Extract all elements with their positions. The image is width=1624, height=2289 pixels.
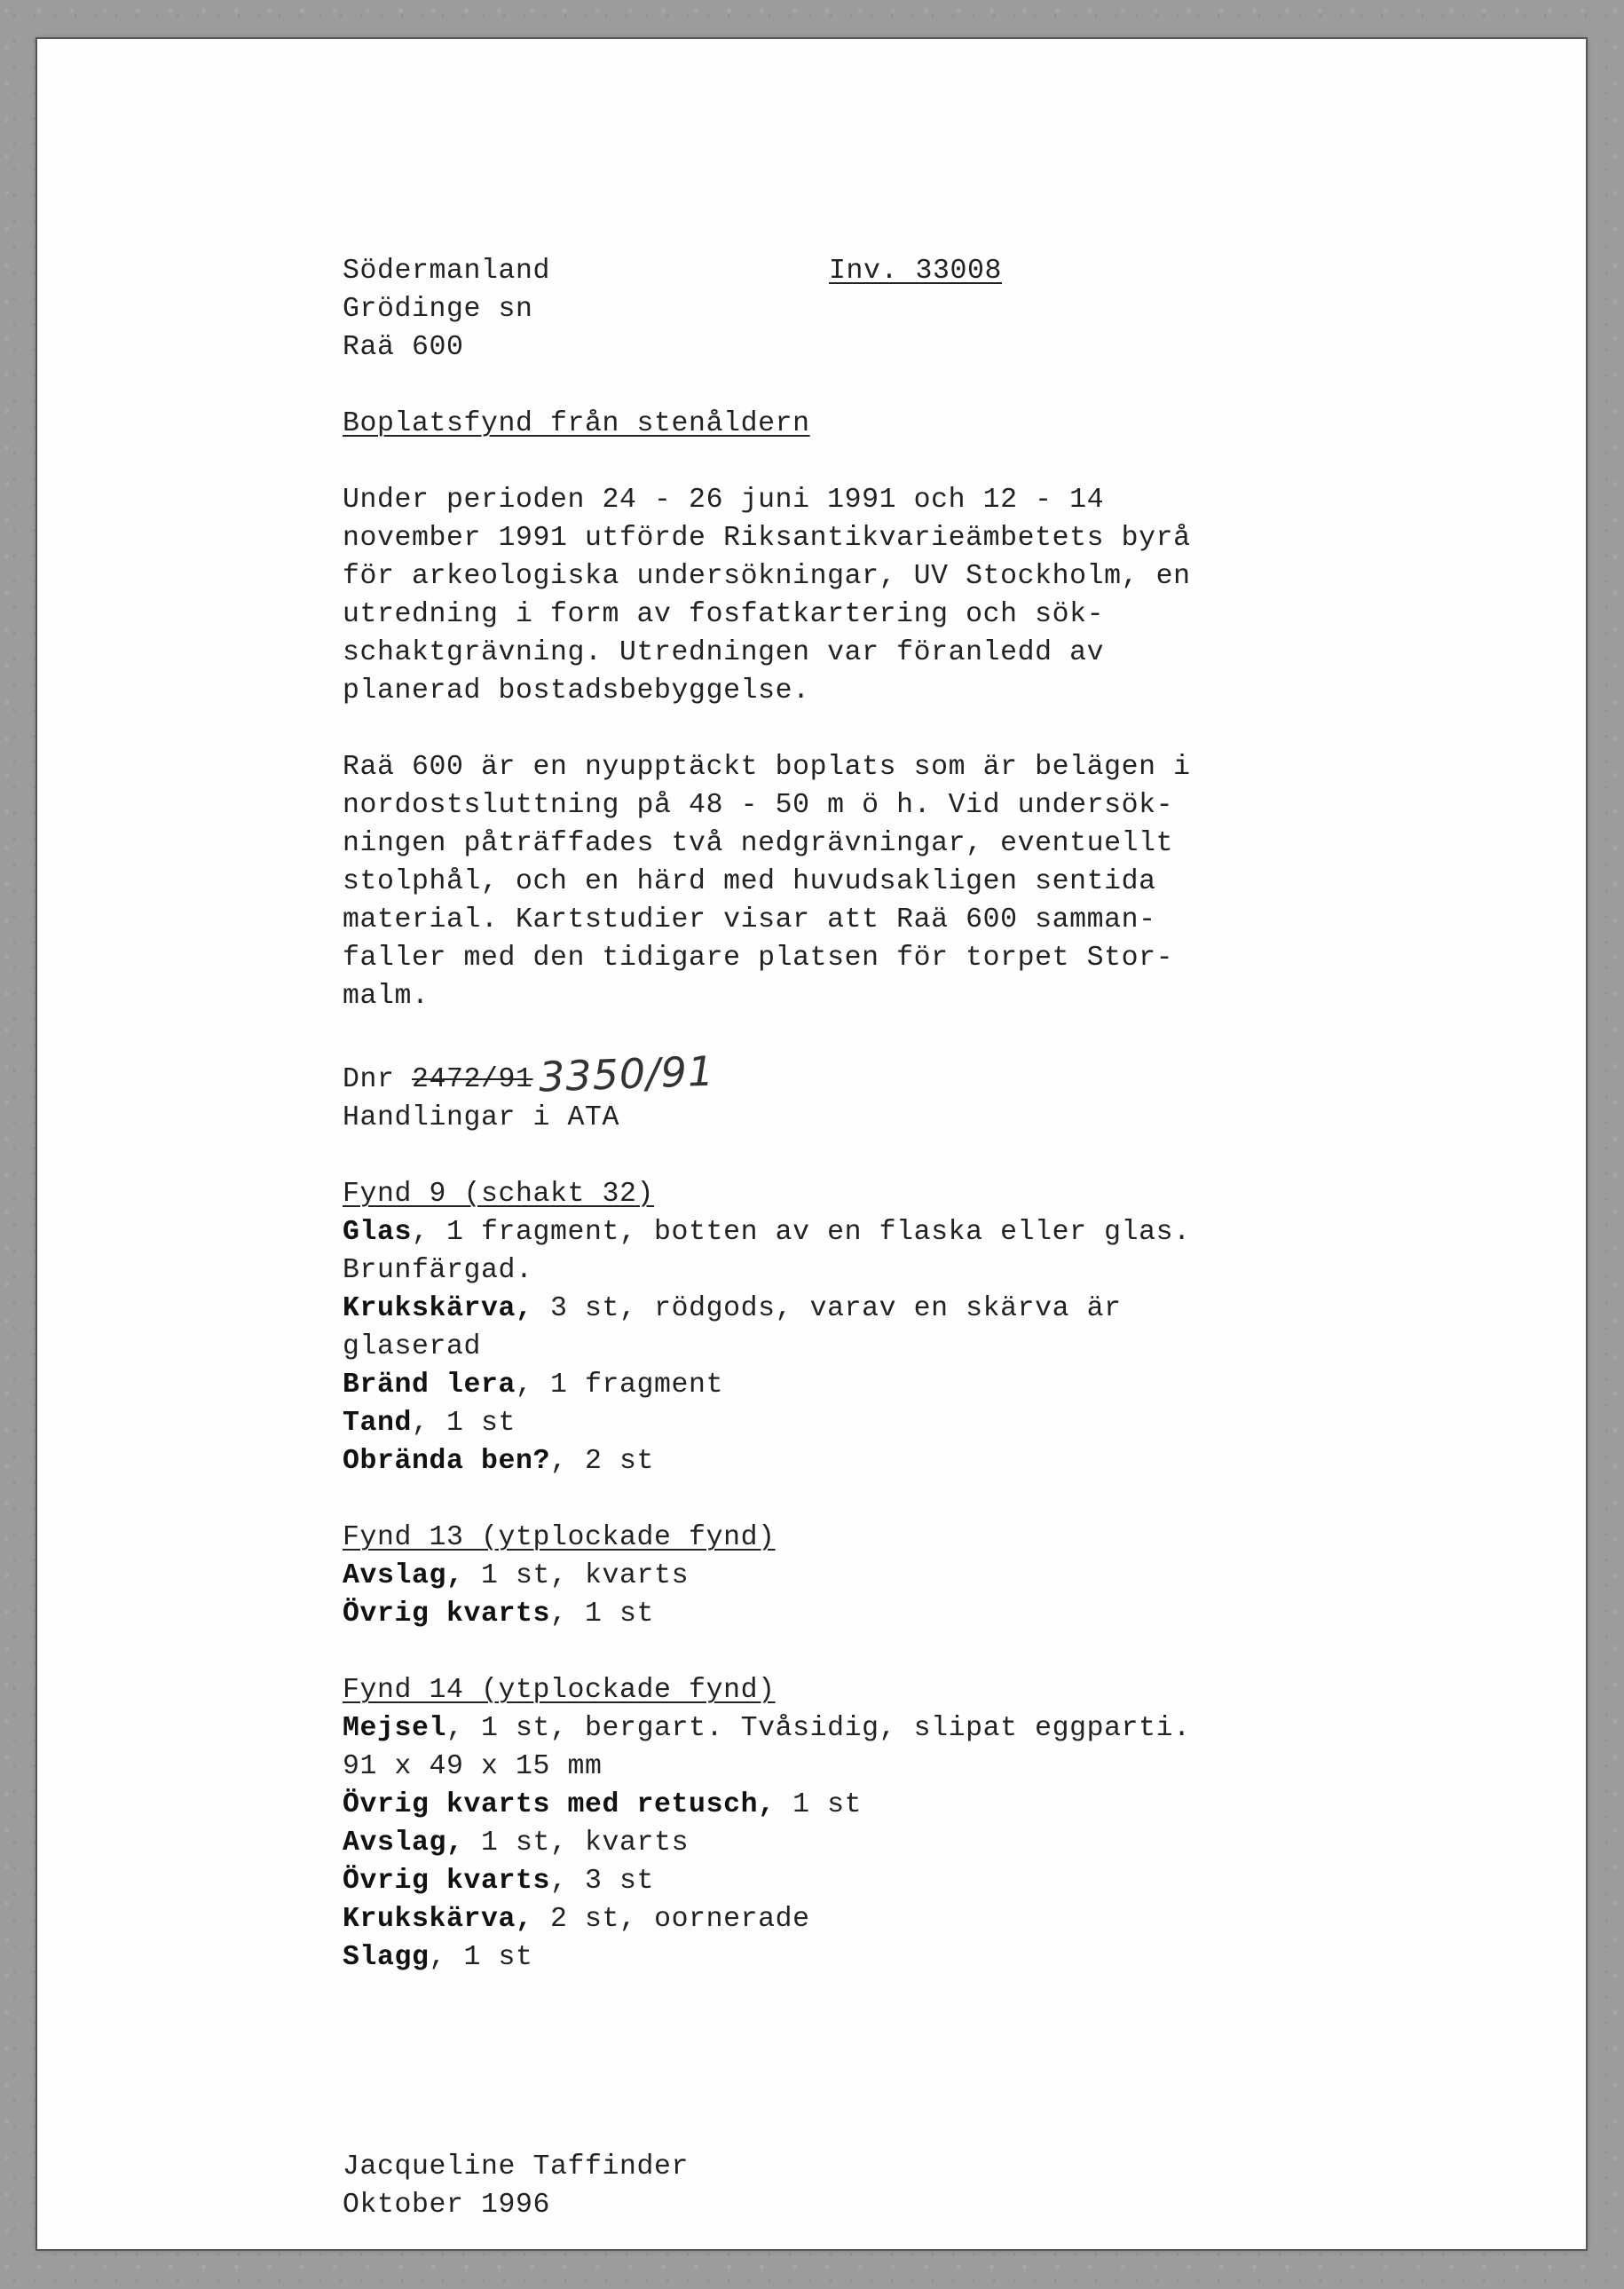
paragraph-2 [343, 748, 1319, 1015]
find-item: Tand, 1 st [343, 1408, 516, 1439]
author-name: Jacqueline Taffinder [343, 2151, 690, 2182]
find-item: Glas, 1 fragment, botten av en flaska eller glas. [343, 1217, 1191, 1248]
fynd-9-heading: Fynd 9 (schakt 32) [343, 1179, 655, 1210]
document-page [37, 39, 1586, 2249]
paragraph-line: utredning i form av fosfatkartering och sök- [343, 599, 1105, 630]
find-item: Krukskärva, 2 st, oornerade [343, 1904, 810, 1935]
find-item: Bränd lera, 1 fragment [343, 1369, 724, 1401]
find-item: Övrig kvarts, 3 st [343, 1866, 655, 1897]
document-title: Boplatsfynd från stenåldern [343, 408, 810, 439]
region-label: Södermanland [343, 256, 551, 287]
paragraph-line: faller med den tidigare platsen för torpet Stor- [343, 943, 1174, 974]
fynd-9-section [343, 1175, 1319, 1480]
paragraph-line: planerad bostadsbebyggelse. [343, 675, 810, 706]
find-item: 91 x 49 x 15 mm [343, 1751, 603, 1782]
find-item: Mejsel, 1 st, bergart. Tvåsidig, slipat eggparti. [343, 1713, 1191, 1744]
parish-label: Grödinge sn [343, 294, 533, 325]
dnr-label: Dnr [343, 1064, 395, 1095]
dnr-line [343, 1046, 1319, 1101]
paragraph-line: material. Kartstudier visar att Raä 600 samman- [343, 904, 1156, 935]
find-item: glaserad [343, 1331, 482, 1362]
paragraph-line: för arkeologiska undersökningar, UV Stockholm, en [343, 561, 1191, 592]
header-row [343, 252, 1319, 290]
find-item: Övrig kvarts med retusch, 1 st [343, 1789, 863, 1820]
fynd-14-heading: Fynd 14 (ytplockade fynd) [343, 1675, 776, 1706]
signature-block [343, 2148, 689, 2224]
find-item: Krukskärva, 3 st, rödgods, varav en skärva är [343, 1293, 1122, 1324]
rae-label: Raä 600 [343, 332, 464, 363]
find-item: Övrig kvarts, 1 st [343, 1598, 655, 1630]
paragraph-line: ningen påträffades två nedgrävningar, eventuellt [343, 828, 1174, 859]
archive-note: Handlingar i ATA [343, 1102, 620, 1133]
fynd-14-section [343, 1671, 1319, 1977]
dnr-handwritten-number: 3350/91 [537, 1046, 715, 1101]
paragraph-line: stolphål, och en härd med huvudsakligen sentida [343, 866, 1156, 897]
paragraph-1 [343, 481, 1319, 710]
find-item: Avslag, 1 st, kvarts [343, 1560, 690, 1591]
find-item: Brunfärgad. [343, 1255, 533, 1286]
paragraph-line: malm. [343, 981, 430, 1012]
fynd-13-heading: Fynd 13 (ytplockade fynd) [343, 1522, 776, 1553]
paragraph-line: nordostsluttning på 48 - 50 m ö h. Vid undersök- [343, 790, 1174, 821]
document-body [343, 252, 1319, 1977]
dnr-struck-number: 2472/91 [412, 1064, 533, 1095]
find-item: Obrända ben?, 2 st [343, 1446, 655, 1477]
find-item: Slagg, 1 st [343, 1942, 533, 1973]
paragraph-line: schaktgrävning. Utredningen var föranledd av [343, 637, 1105, 668]
inventory-number: Inv. 33008 [829, 256, 1003, 287]
paragraph-line: Under perioden 24 - 26 juni 1991 och 12 - 14 [343, 485, 1105, 516]
paragraph-line: Raä 600 är en nyupptäckt boplats som är belägen i [343, 752, 1191, 783]
paragraph-line: november 1991 utförde Riksantikvarieämbetets byrå [343, 523, 1191, 554]
signature-date: Oktober 1996 [343, 2190, 551, 2221]
fynd-13-section [343, 1519, 1319, 1633]
find-item: Avslag, 1 st, kvarts [343, 1827, 690, 1859]
